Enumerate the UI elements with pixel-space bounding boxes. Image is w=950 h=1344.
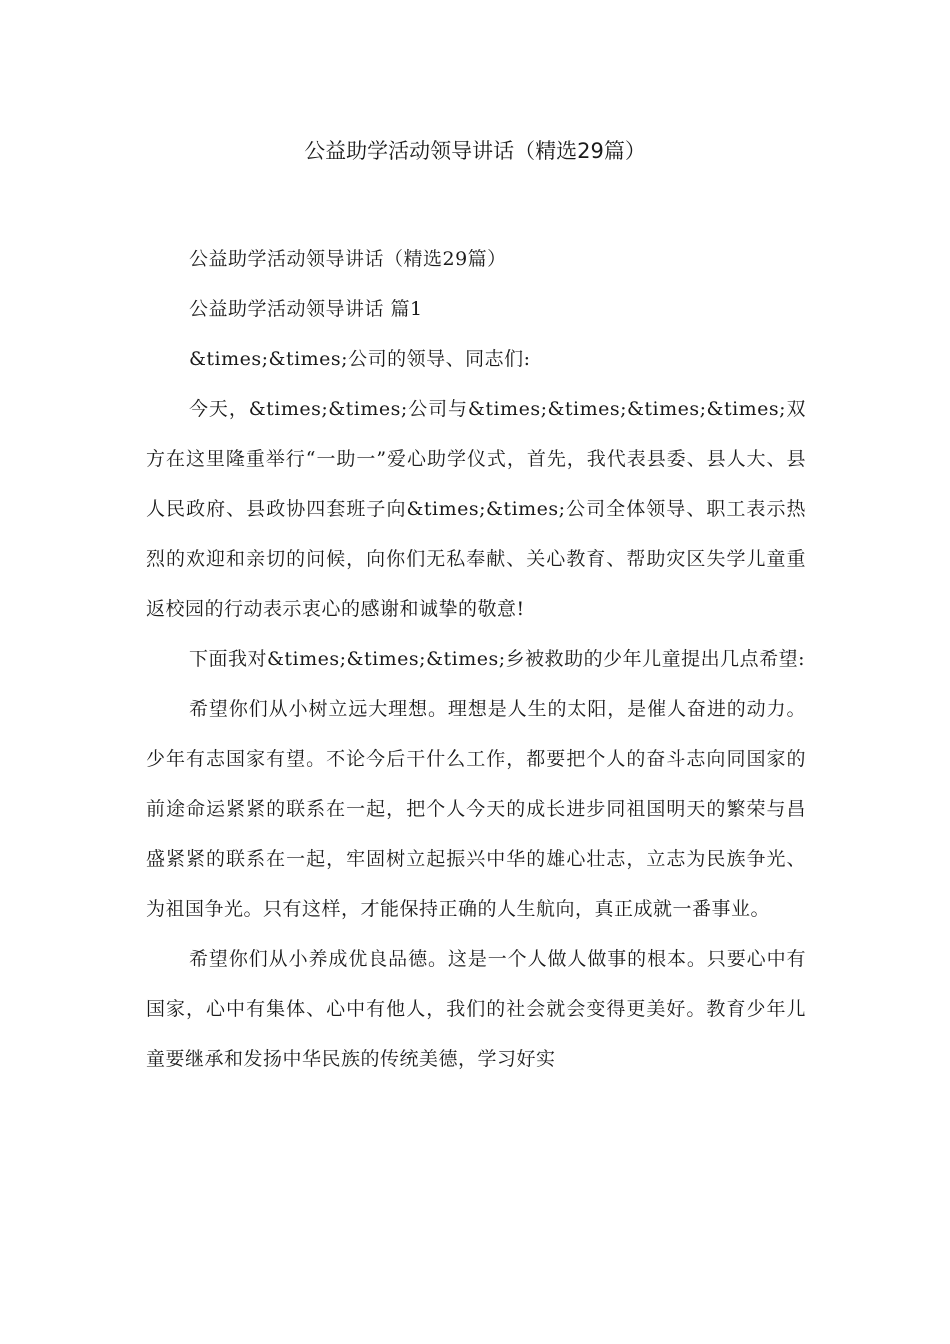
paragraph-salutation: &times;&times;公司的领导、同志们:: [189, 348, 531, 370]
paragraph-hopes-intro: 下面我对&times;&times;&times;乡被救助的少年儿童提出几点希望:: [189, 648, 806, 670]
paragraph-heading: 公益助学活动领导讲话（精选29篇）: [189, 248, 507, 270]
paragraph-hope-ideals: 希望你们从小树立远大理想。理想是人生的太阳，是催人奋进的动力。少年有志国家有望。不论今后干什么工作，都要把个人的奋斗志向同国家的前途命运紧紧的联系在一起，把个人今天的成长进步同祖国明天的繁荣与昌盛紧紧的联系在一起，牢固树立起振兴中华的雄心壮志，立志为民族争光、为祖国争光。只有这样，才能保持正确的人生航向，真正成就一番事业。: [146, 698, 806, 920]
paragraph-section-title: 公益助学活动领导讲话 篇1: [189, 298, 423, 320]
document-title: 公益助学活动领导讲话（精选29篇）: [304, 139, 646, 163]
paragraph-opening: 今天，&times;&times;公司与&times;&times;&times;&times;双方在这里隆重举行“一助一”爱心助学仪式，首先，我代表县委、县人大、县人民政府、县政协四套班子向&times;&times;公司全体领导、职工表示热烈的欢迎和亲切的问候，向你们无私奉献、关心教育、帮助灾区失学儿童重返校园的行动表示衷心的感谢和诚挚的敬意!: [146, 398, 806, 620]
document-body: [146, 234, 806, 1084]
paragraph-hope-morals: 希望你们从小养成优良品德。这是一个人做人做事的根本。只要心中有国家，心中有集体、心中有他人，我们的社会就会变得更美好。教育少年儿童要继承和发扬中华民族的传统美德，学习好实: [146, 948, 806, 1070]
